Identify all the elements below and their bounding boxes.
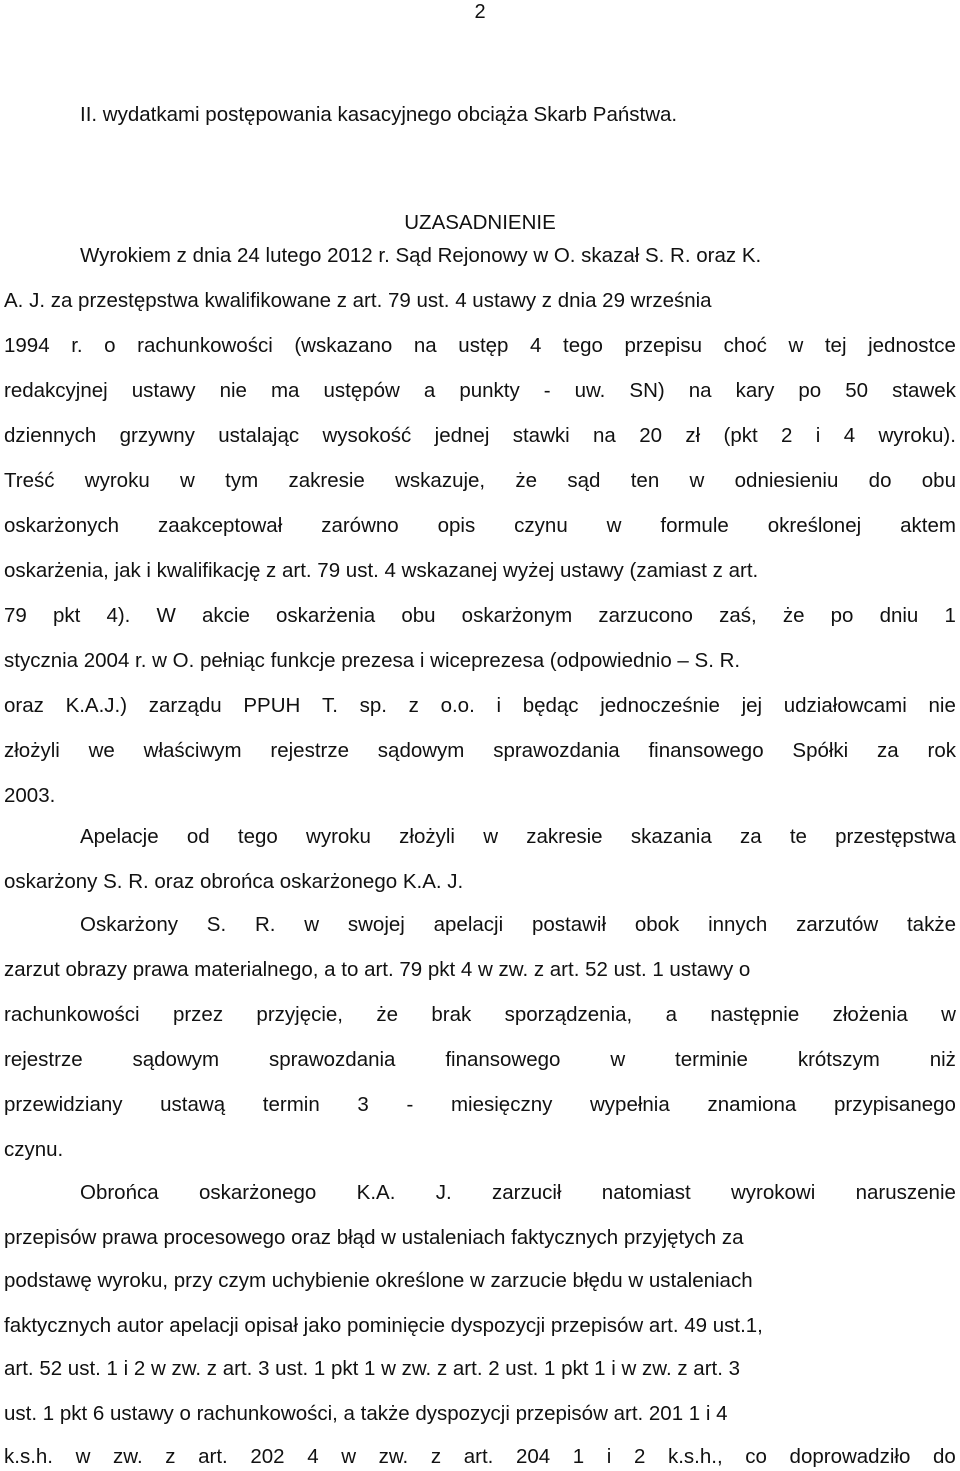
text-segment: przestępstwa (835, 825, 956, 848)
text-segment: terminie (675, 1048, 748, 1071)
text-segment: Wyrokiem z dnia 24 lutego 2012 r. Sąd Rejonowy w O. skazał S. R. oraz K. (80, 244, 762, 267)
text-segment: Obrońca (80, 1181, 159, 1204)
text-segment: ma (270, 379, 300, 402)
text-segment: rejestrze (270, 739, 349, 762)
text-segment: R. (254, 913, 276, 936)
text-line (4, 738, 956, 764)
text-segment: zarzutów (796, 913, 879, 936)
text-segment: ustalając (218, 424, 300, 447)
text-segment: pkt (52, 604, 81, 627)
text-segment: wyroku). (878, 424, 956, 447)
text-segment: w (606, 514, 622, 537)
text-segment: 1994 (4, 334, 50, 357)
text-segment: 1 (944, 604, 956, 627)
text-segment: sp. (359, 694, 387, 717)
text-segment: w (689, 469, 705, 492)
text-segment: zaakceptował (158, 514, 283, 537)
text-segment: przypisanego (833, 1093, 956, 1116)
text-segment: nie (928, 694, 956, 717)
text-segment: przewidziany (4, 1093, 123, 1116)
text-segment: w (483, 825, 499, 848)
text-segment: PPUH (243, 694, 301, 717)
text-segment: 204 (515, 1445, 551, 1468)
text-segment: r. (71, 334, 83, 357)
text-segment: K.A.J.) (65, 694, 128, 717)
text-segment: w (788, 334, 804, 357)
text-segment: na (593, 424, 616, 447)
text-segment: krótszym (797, 1048, 880, 1071)
text-segment: odniesieniu (734, 469, 839, 492)
text-line (4, 378, 956, 404)
text-segment: zarówno (321, 514, 399, 537)
text-segment: wyroku (306, 825, 371, 848)
text-segment: finansowego (445, 1048, 561, 1071)
text-segment: 50 (845, 379, 869, 402)
text-segment: opis (437, 514, 476, 537)
text-segment: do (868, 469, 892, 492)
text-segment: akcie (202, 604, 250, 627)
text-line (4, 1092, 956, 1118)
text-segment: (pkt (723, 424, 758, 447)
text-segment: art. 52 ust. 1 i 2 w zw. z art. 3 ust. 1 pkt 1 w zw. z art. 2 ust. 1 pkt 1 i w zw. z art. 3 (4, 1357, 741, 1380)
text-segment: oraz (4, 694, 44, 717)
text-segment: skazania (630, 825, 712, 848)
text-segment: brak (431, 1003, 472, 1026)
text-segment: wyroku (84, 469, 150, 492)
text-segment: 3 (357, 1093, 369, 1116)
text-segment: ustępów (323, 379, 400, 402)
text-segment: J. (435, 1181, 452, 1204)
text-segment: właściwym (143, 739, 242, 762)
text-segment: jednocześnie (600, 694, 720, 717)
text-line (4, 957, 956, 983)
text-segment: że (515, 469, 538, 492)
text-line (4, 603, 956, 629)
text-segment: tego (237, 825, 278, 848)
text-segment: 20 (639, 424, 662, 447)
text-segment: oskarżonych (4, 514, 120, 537)
text-segment: nie (219, 379, 247, 402)
text-segment: także (906, 913, 956, 936)
text-segment: zarzucił (491, 1181, 562, 1204)
text-segment: aktem (900, 514, 956, 537)
text-segment: choć (723, 334, 767, 357)
text-segment: sporządzenia, (504, 1003, 633, 1026)
text-line (4, 693, 956, 719)
text-segment: sprawozdania (493, 739, 620, 762)
text-segment: od (186, 825, 210, 848)
text-segment: oskarżony S. R. oraz obrońca oskarżonego K.A. J. (4, 870, 464, 893)
text-segment: i (496, 694, 502, 717)
text-segment: - (543, 379, 551, 402)
text-segment: oskarżonym (461, 604, 573, 627)
text-line (4, 783, 956, 809)
text-segment: czynu. (4, 1138, 64, 1161)
text-segment: S. (206, 913, 227, 936)
text-line (4, 1401, 956, 1427)
text-segment: i (815, 424, 821, 447)
text-segment: zw. (378, 1445, 409, 1468)
text-segment: z (408, 694, 419, 717)
text-segment: Apelacje (80, 825, 159, 848)
text-segment: i (606, 1445, 612, 1468)
text-segment: Oskarżony (80, 913, 178, 936)
text-segment: rok (927, 739, 956, 762)
text-line (4, 288, 956, 314)
text-segment: będąc (522, 694, 579, 717)
text-line (4, 1444, 956, 1470)
text-segment: W (156, 604, 176, 627)
text-segment: sąd (567, 469, 601, 492)
text-segment: wypełnia (590, 1093, 670, 1116)
text-segment: UZASADNIENIE (404, 211, 556, 234)
text-segment: dniu (879, 604, 919, 627)
text-segment: ustęp (458, 334, 509, 357)
text-segment: oskarżenia (276, 604, 376, 627)
text-segment: zł (685, 424, 701, 447)
text-segment: stycznia 2004 r. w O. pełniąc funkcje prezesa i wiceprezesa (odpowiednio – S. R. (4, 649, 741, 672)
text-segment: podstawę wyroku, przy czym uchybienie określone w zarzucie błędu w ustaleniach (4, 1269, 753, 1292)
text-segment: wyrokowi (731, 1181, 816, 1204)
text-segment: 1 (572, 1445, 585, 1468)
text-segment: Spółki (792, 739, 849, 762)
text-segment: udziałowcami (783, 694, 907, 717)
text-segment: czynu (514, 514, 568, 537)
text-segment: Treść (4, 469, 55, 492)
text-segment: w (610, 1048, 626, 1071)
text-segment: następnie (710, 1003, 800, 1026)
text-line (4, 648, 956, 674)
text-segment: oskarżenia, jak i kwalifikację z art. 79 ust. 4 wskazanej wyżej ustawy (zamiast z art. (4, 559, 759, 582)
text-segment: ustawą (160, 1093, 226, 1116)
text-segment: rachunkowości (137, 334, 273, 357)
text-segment: oskarżonego (198, 1181, 317, 1204)
text-segment: przez (172, 1003, 224, 1026)
text-segment: - (406, 1093, 414, 1116)
text-segment: o (104, 334, 116, 357)
text-segment: art. (463, 1445, 494, 1468)
text-segment: 4). (106, 604, 131, 627)
text-line (4, 869, 956, 895)
text-segment: jej (741, 694, 763, 717)
text-line (4, 1356, 956, 1382)
text-line (4, 1002, 956, 1028)
text-segment: 2 (781, 424, 793, 447)
text-segment: sprawozdania (268, 1048, 396, 1071)
text-segment: 2 (633, 1445, 646, 1468)
text-segment: tym (225, 469, 259, 492)
text-segment: w (304, 913, 320, 936)
text-line (4, 1047, 956, 1073)
text-segment: po (798, 379, 822, 402)
text-segment: jednostce (868, 334, 956, 357)
text-segment: zw. (113, 1445, 143, 1468)
text-segment: po (830, 604, 854, 627)
text-segment: w (341, 1445, 357, 1468)
text-segment: SN) (629, 379, 665, 402)
text-segment: k.s.h. (4, 1445, 53, 1468)
text-segment: kary (735, 379, 775, 402)
text-segment: ust. 1 pkt 6 ustawy o rachunkowości, a także dyspozycji przepisów art. 201 1 i 4 (4, 1402, 728, 1425)
text-segment: sądowym (377, 739, 465, 762)
text-segment: (wskazano (294, 334, 393, 357)
text-line (80, 824, 956, 850)
text-segment: te (789, 825, 807, 848)
text-segment: obu (921, 469, 956, 492)
text-segment: 4 (307, 1445, 319, 1468)
text-segment: zarzucono (598, 604, 693, 627)
text-segment: innych (708, 913, 768, 936)
text-segment: stawki (512, 424, 570, 447)
text-segment: uw. (574, 379, 606, 402)
text-segment: art. (198, 1445, 228, 1468)
text-segment: natomiast (601, 1181, 691, 1204)
text-segment: II. wydatkami postępowania kasacyjnego obciąża Skarb Państwa. (80, 103, 678, 126)
text-segment: faktycznych autor apelacji opisał jako pominięcie dyspozycji przepisów art. 49 ust.1, (4, 1314, 763, 1337)
text-segment: punkty (459, 379, 520, 402)
text-segment: a (665, 1003, 677, 1026)
text-segment: apelacji (433, 913, 504, 936)
text-line (4, 1313, 956, 1339)
text-segment: za (877, 739, 899, 762)
text-segment: redakcyjnej (4, 379, 108, 402)
text-segment: do (932, 1445, 956, 1468)
text-segment: formule (660, 514, 729, 537)
text-segment: wskazuje, (395, 469, 486, 492)
text-line (80, 243, 956, 269)
text-segment: zarzut obrazy prawa materialnego, a to art. 79 pkt 4 w zw. z art. 52 ust. 1 ustawy o (4, 958, 751, 981)
text-line (0, 210, 960, 236)
text-line (4, 1137, 956, 1163)
text-line (4, 423, 956, 449)
text-segment: sądowym (132, 1048, 220, 1071)
text-segment: określonej (767, 514, 862, 537)
text-segment: 2003. (4, 784, 56, 807)
text-segment: przepisu (624, 334, 702, 357)
text-segment: złożyli (4, 739, 60, 762)
text-segment: z (165, 1445, 176, 1468)
text-line (4, 333, 956, 359)
text-segment: rejestrze (4, 1048, 83, 1071)
text-segment: finansowego (648, 739, 764, 762)
text-segment: złożyli (399, 825, 455, 848)
text-segment: 79 (4, 604, 27, 627)
page-number: 2 (474, 1, 486, 23)
text-segment: A. J. za przestępstwa kwalifikowane z art. 79 ust. 4 ustawy z dnia 29 września (4, 289, 712, 312)
text-segment: termin (262, 1093, 320, 1116)
text-segment: 4 (843, 424, 856, 447)
text-segment: k.s.h., (667, 1445, 723, 1468)
text-segment: że (782, 604, 805, 627)
text-segment: miesięczny (450, 1093, 553, 1116)
text-segment: za (739, 825, 762, 848)
text-line (80, 102, 956, 128)
text-segment: zarządu (148, 694, 222, 717)
text-segment: obok (634, 913, 680, 936)
text-segment: przyjęcie, (256, 1003, 344, 1026)
text-segment: na (413, 334, 437, 357)
text-segment: we (88, 739, 115, 762)
text-segment: rachunkowości (4, 1003, 140, 1026)
text-segment: że (376, 1003, 399, 1026)
text-segment: tej (824, 334, 847, 357)
text-segment: jednej (434, 424, 490, 447)
text-segment: w (941, 1003, 956, 1026)
text-line (4, 1225, 956, 1251)
text-segment: ten (630, 469, 660, 492)
text-segment: a (423, 379, 436, 402)
text-line (4, 558, 956, 584)
text-segment: tego (563, 334, 603, 357)
text-segment: T. (322, 694, 338, 717)
text-segment: dziennych (4, 424, 97, 447)
text-segment: ustawy (131, 379, 196, 402)
text-segment: z (430, 1445, 442, 1468)
text-segment: postawił (531, 913, 607, 936)
text-line (4, 1268, 956, 1294)
text-segment: 202 (250, 1445, 285, 1468)
text-segment: naruszenie (855, 1181, 956, 1204)
text-segment: stawek (892, 379, 956, 402)
text-segment: znamiona (707, 1093, 797, 1116)
text-line (4, 513, 956, 539)
text-line (4, 468, 956, 494)
text-segment: o.o. (440, 694, 475, 717)
text-segment: swojej (347, 913, 405, 936)
text-segment: na (688, 379, 712, 402)
text-line (80, 1180, 956, 1206)
text-segment: K.A. (356, 1181, 396, 1204)
text-segment: w (75, 1445, 91, 1468)
text-segment: niż (929, 1048, 956, 1071)
text-segment: w (180, 469, 195, 492)
text-segment: grzywny (119, 424, 195, 447)
text-segment: obu (401, 604, 436, 627)
text-segment: wysokość (322, 424, 412, 447)
text-line (80, 912, 956, 938)
text-segment: zaś, (719, 604, 757, 627)
text-segment: przepisów prawa procesowego oraz błąd w ustaleniach faktycznych przyjętych za (4, 1226, 744, 1249)
text-segment: zakresie (288, 469, 365, 492)
text-segment: złożenia (832, 1003, 908, 1026)
text-segment: co (745, 1445, 767, 1468)
text-segment: doprowadziło (789, 1445, 911, 1468)
text-segment: 4 (530, 334, 542, 357)
text-segment: zakresie (526, 825, 603, 848)
